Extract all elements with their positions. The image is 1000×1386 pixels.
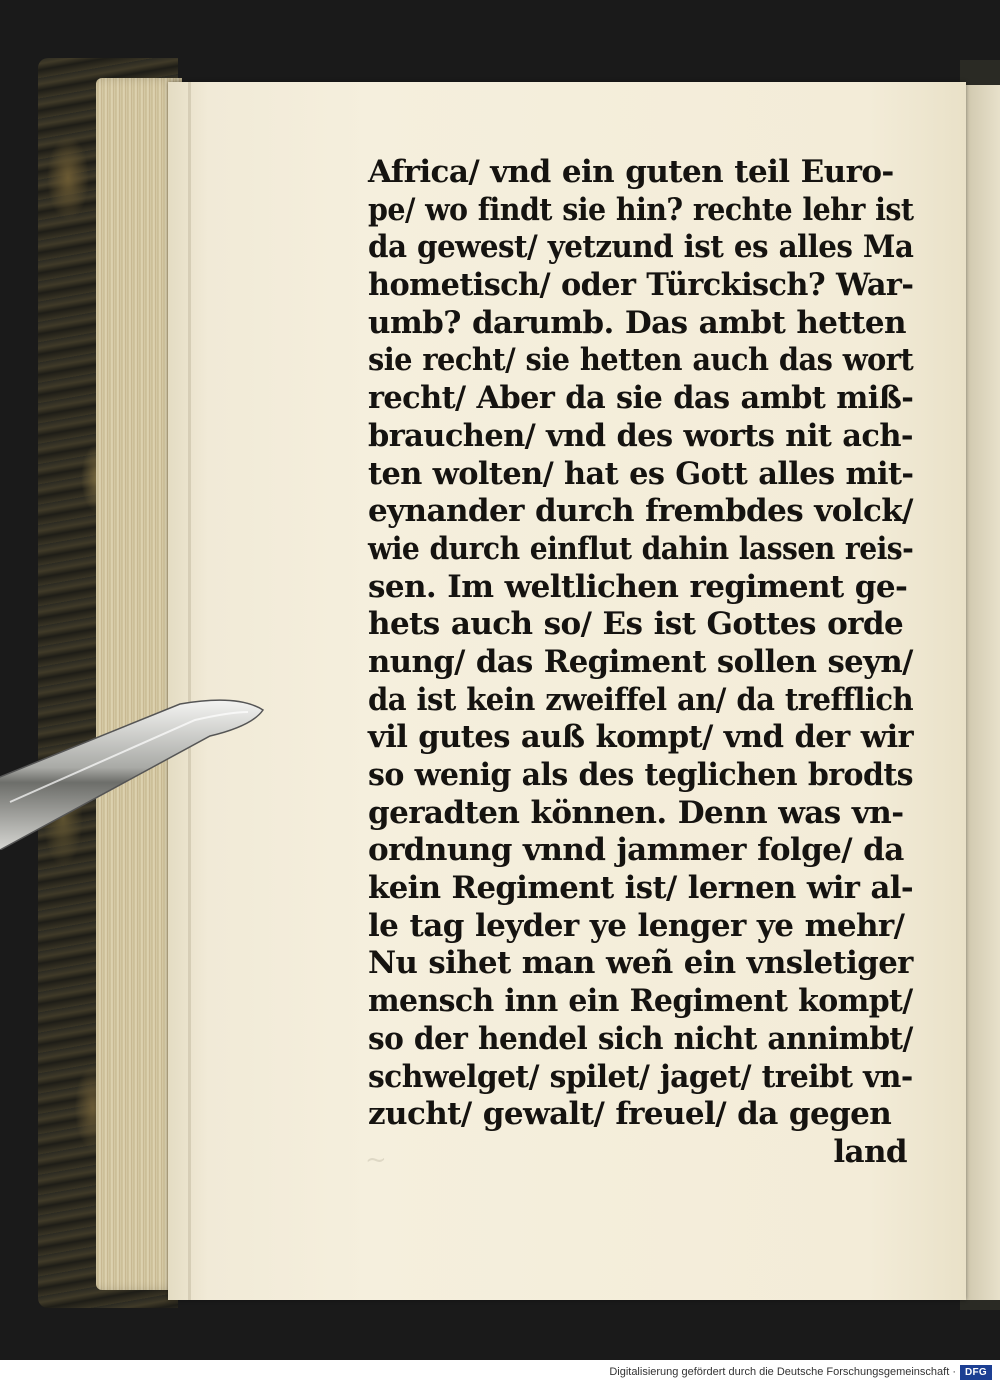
text-line: zucht/ gewalt/ freuel/ da gegen bbox=[368, 1096, 892, 1133]
text-line: kein Regiment ist/ lernen wir al- bbox=[368, 870, 914, 907]
text-line: ordnung vnnd jammer folge/ da bbox=[368, 832, 904, 869]
text-line: wie durch einflut dahin lassen reis- bbox=[368, 530, 914, 567]
blackletter-text-block bbox=[368, 154, 913, 1172]
text-line: so der hendel sich nicht annimbt/ bbox=[368, 1020, 913, 1057]
text-line: mensch inn ein Regiment kompt/ bbox=[368, 983, 913, 1020]
text-line: nung/ das Regiment sollen seyn/ bbox=[368, 643, 913, 680]
text-line: Nu sihet man weñ ein vnsletiger bbox=[368, 945, 913, 982]
text-line: sen. Im weltlichen regiment ge- bbox=[368, 568, 908, 605]
text-line: Africa/ vnd ein guten teil Euro- bbox=[368, 154, 894, 190]
text-line: brauchen/ vnd des worts nit ach- bbox=[368, 417, 913, 454]
catchword: land bbox=[833, 1133, 907, 1170]
text-line: schwelget/ spilet/ jaget/ treibt vn- bbox=[368, 1058, 913, 1095]
text-line: recht/ Aber da sie das ambt miß- bbox=[368, 380, 914, 417]
page-holder-knife-icon bbox=[0, 690, 280, 850]
text-line: eynander durch frembdes volck/ bbox=[368, 493, 913, 530]
footer-credit: Digitalisierung gefördert durch die Deutsche Forschungsgemeinschaft · bbox=[609, 1366, 956, 1378]
facing-page-edge bbox=[962, 85, 1000, 1300]
text-line: le tag leyder ye lenger ye mehr/ bbox=[368, 907, 905, 944]
text-line: vil gutes auß kompt/ vnd der wir bbox=[368, 719, 914, 756]
text-line: so wenig als des teglichen brodts bbox=[368, 757, 913, 793]
text-line: hets auch so/ Es ist Gottes orde bbox=[368, 606, 904, 643]
text-line: da ist kein zweiffel an/ da trefflich bbox=[368, 681, 914, 718]
text-line: sie recht/ sie hetten auch das wort bbox=[368, 342, 914, 379]
dfg-logo: DFG bbox=[960, 1365, 992, 1380]
text-line: pe/ wo findt sie hin? rechte lehr ist bbox=[368, 191, 914, 228]
text-line: ten wolten/ hat es Gott alles mit- bbox=[368, 455, 914, 492]
text-line: hometisch/ oder Türckisch? War- bbox=[368, 267, 914, 304]
bleed-through-text: ~ bbox=[365, 1145, 387, 1175]
text-line: umb? darumb. Das ambt hetten bbox=[368, 304, 906, 341]
text-line: da gewest/ yetzund ist es alles Ma bbox=[368, 229, 914, 266]
text-line: geradten können. Denn was vn- bbox=[368, 794, 904, 831]
footer-bar bbox=[0, 1360, 1000, 1386]
